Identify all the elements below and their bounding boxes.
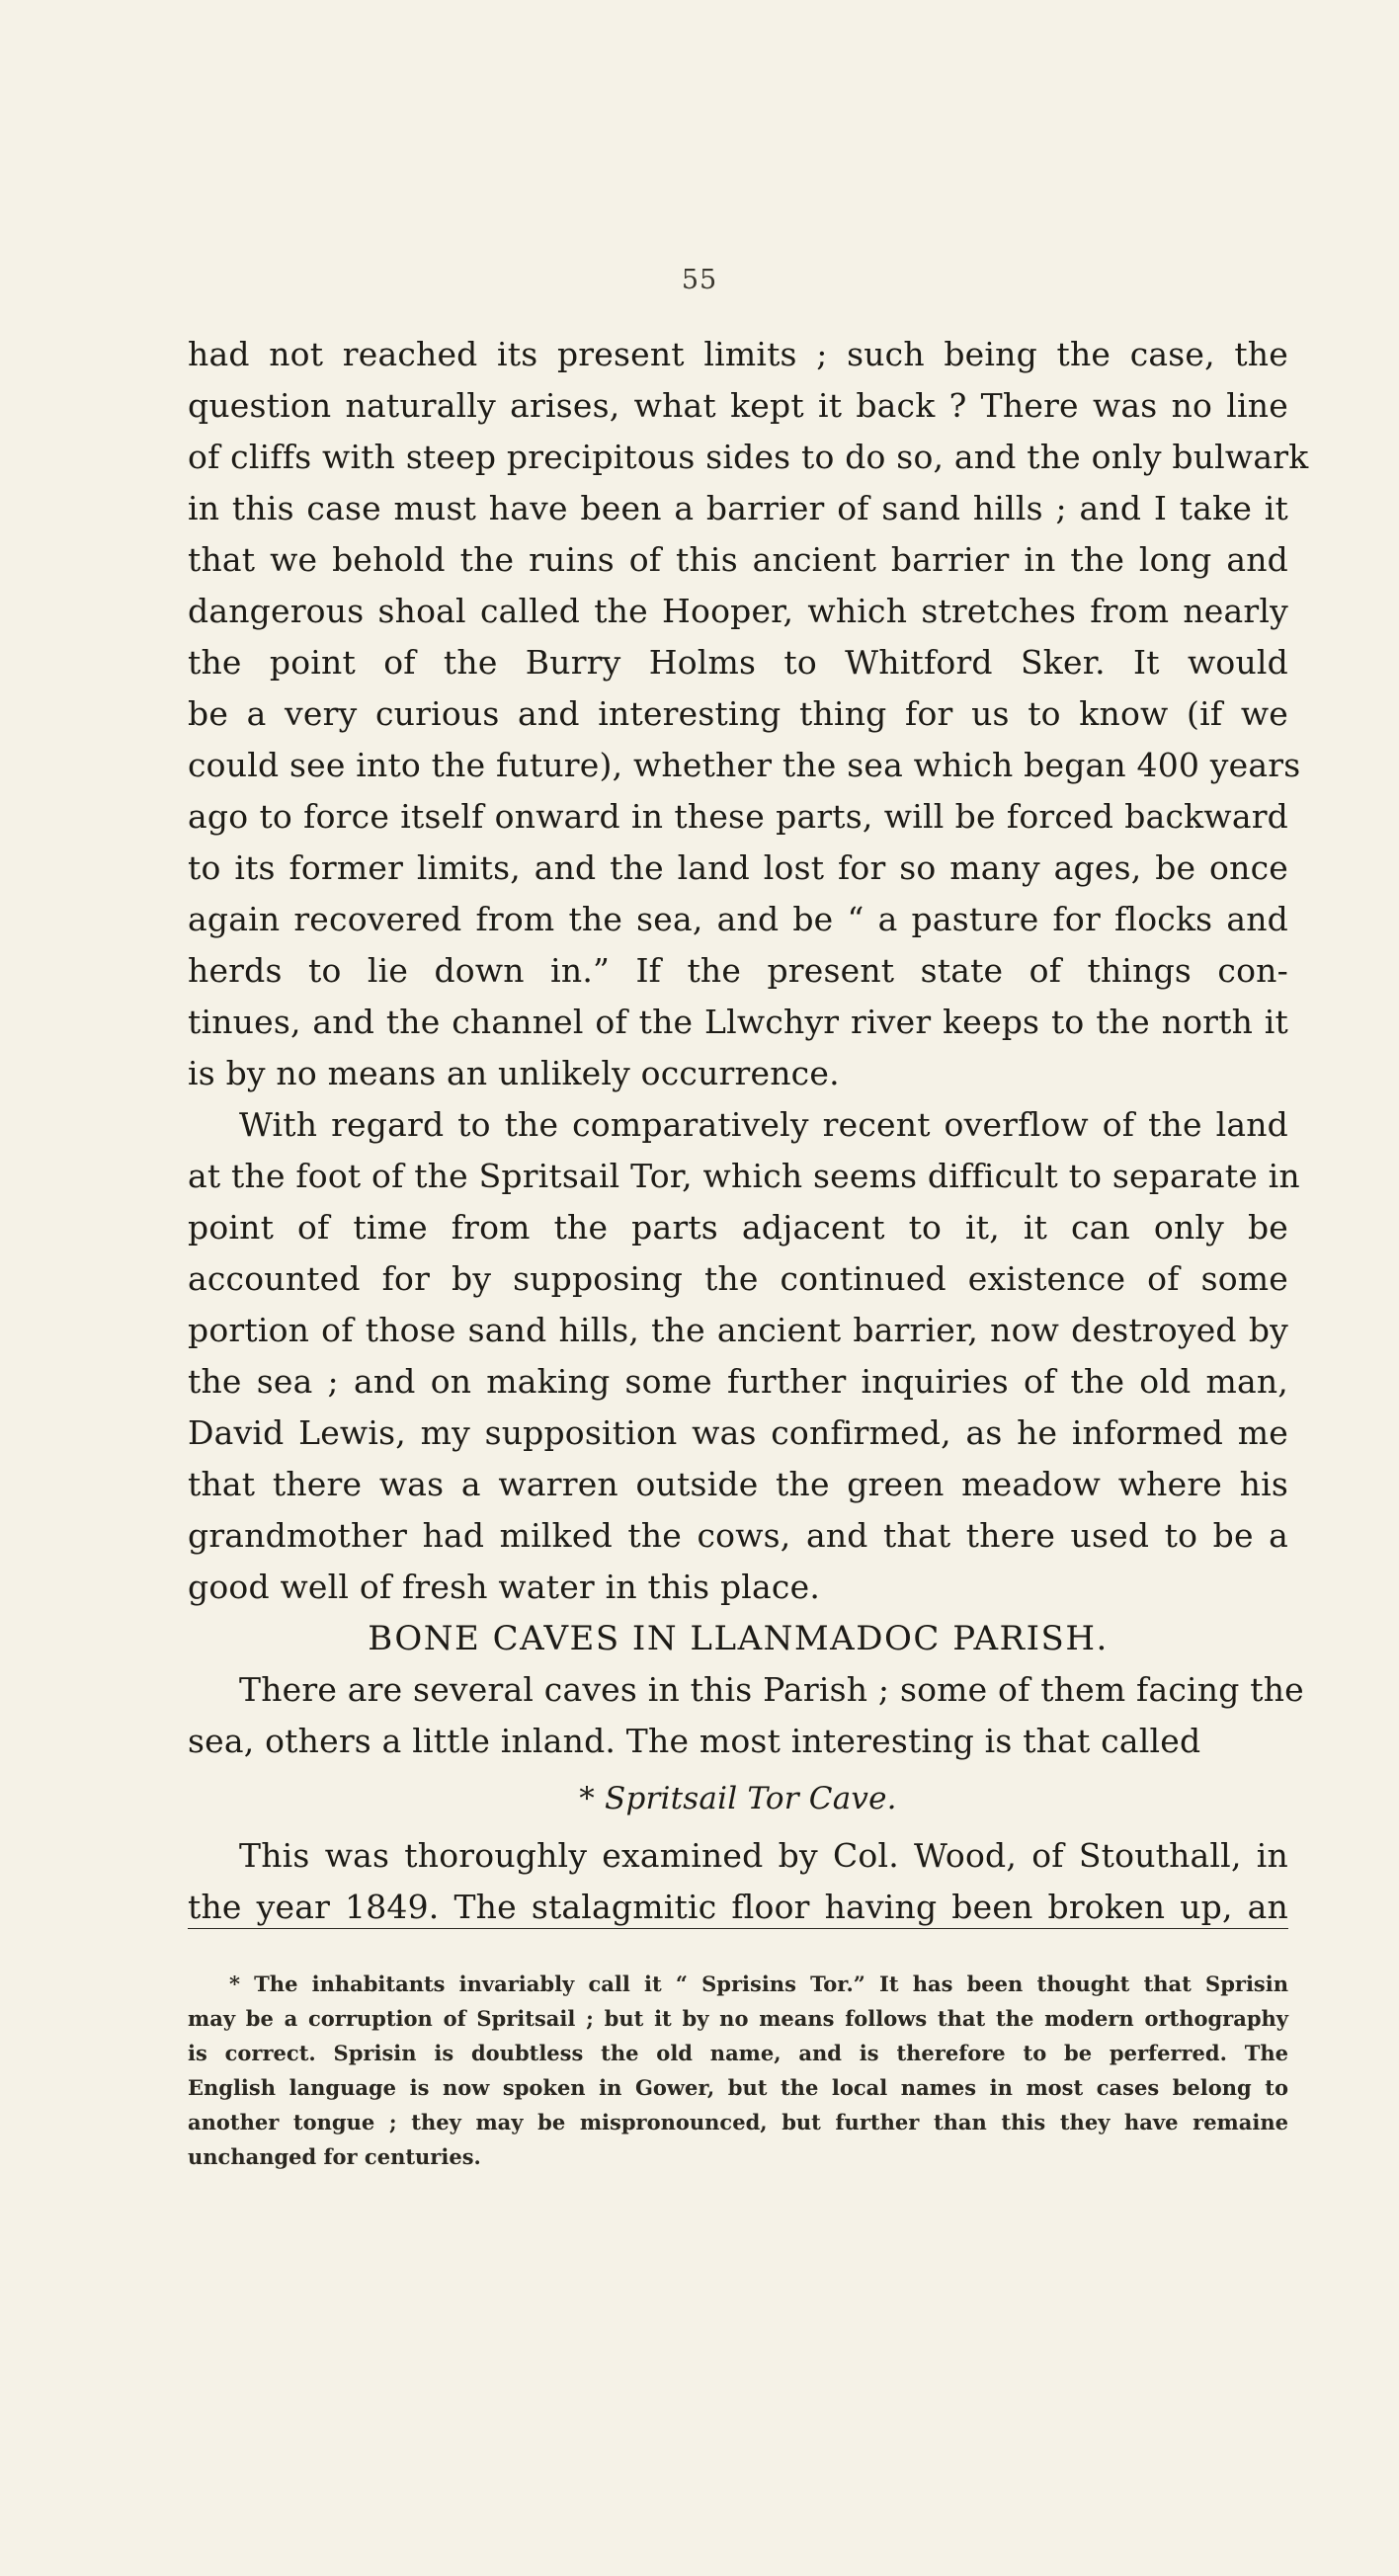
text-line: good well of fresh water in this place. (188, 1568, 821, 1606)
footnote (188, 1967, 1288, 2174)
text-line: is by no means an unlikely occurrence. (188, 1054, 840, 1092)
footnote-line: is correct. Sprisin is doubtless the old name, and is therefore to be perferred. The (188, 2041, 1288, 2065)
text-line: had not reached its present limits ; such being the case, the (188, 335, 1288, 373)
cave-subheading: * Spritsail Tor Cave. (579, 1781, 897, 1816)
footnote-line: may be a corruption of Spritsail ; but it by no means follows that the modern orthography (188, 2006, 1288, 2031)
text-line: David Lewis, my supposition was confirmed, as he informed me (188, 1413, 1288, 1452)
footnote-line: unchanged for centuries. (188, 2144, 481, 2169)
text-line: herds to lie down in.” If the present state of things con- (188, 951, 1288, 990)
text-line: accounted for by supposing the continued existence of some (188, 1259, 1288, 1298)
footnote-divider (188, 1928, 1288, 1929)
text-line: point of time from the parts adjacent to it, it can only be (188, 1208, 1288, 1247)
text-line: the point of the Burry Holms to Whitford Sker. It would (188, 643, 1288, 682)
text-line: This was thoroughly examined by Col. Wood, of Stouthall, in (239, 1836, 1288, 1875)
footnote-line: * The inhabitants invariably call it “ Sprisins Tor.” It has been thought that Sprisin (229, 1972, 1288, 1996)
text-line: again recovered from the sea, and be “ a pasture for flocks and (188, 900, 1288, 938)
text-line: With regard to the comparatively recent overflow of the land (239, 1105, 1288, 1144)
text-line: the sea ; and on making some further inquiries of the old man, (188, 1362, 1288, 1401)
text-line: grandmother had milked the cows, and that there used to be a (188, 1516, 1288, 1555)
text-line: be a very curious and interesting thing for us to know (if we (188, 694, 1288, 733)
text-line: the year 1849. The stalagmitic floor having been broken up, an (188, 1888, 1288, 1926)
text-line: that we behold the ruins of this ancient barrier in the long and (188, 540, 1288, 579)
text-line: tinues, and the channel of the Llwchyr river keeps to the north it (188, 1003, 1288, 1041)
text-line: ago to force itself onward in these parts, will be forced backward (188, 797, 1288, 836)
footnote-line: another tongue ; they may be mispronounced, but further than this they have remaine (188, 2110, 1288, 2134)
text-line: sea, others a little inland. The most interesting is that called (188, 1722, 1201, 1760)
text-line: question naturally arises, what kept it back ? There was no line (188, 386, 1288, 425)
text-line: of cliffs with steep precipitous sides to do so, and the only bulwark (188, 438, 1309, 476)
text-line: to its former limits, and the land lost for so many ages, be once (188, 848, 1288, 887)
page-number: 55 (681, 265, 718, 295)
text-line: dangerous shoal called the Hooper, which stretches from nearly (188, 592, 1288, 630)
text-line: in this case must have been a barrier of sand hills ; and I take it (188, 489, 1288, 527)
text-line: could see into the future), whether the sea which began 400 years (188, 746, 1301, 784)
text-line: that there was a warren outside the green meadow where his (188, 1465, 1288, 1503)
main-text (188, 329, 1309, 1933)
section-heading: BONE CAVES IN LLANMADOC PARISH. (368, 1619, 1109, 1658)
text-line: There are several caves in this Parish ; some of them facing the (239, 1670, 1304, 1709)
text-line: portion of those sand hills, the ancient barrier, now destroyed by (188, 1311, 1288, 1349)
text-line: at the foot of the Spritsail Tor, which seems difficult to separate in (188, 1157, 1300, 1195)
footnote-line: English language is now spoken in Gower, but the local names in most cases belong to (188, 2075, 1288, 2100)
